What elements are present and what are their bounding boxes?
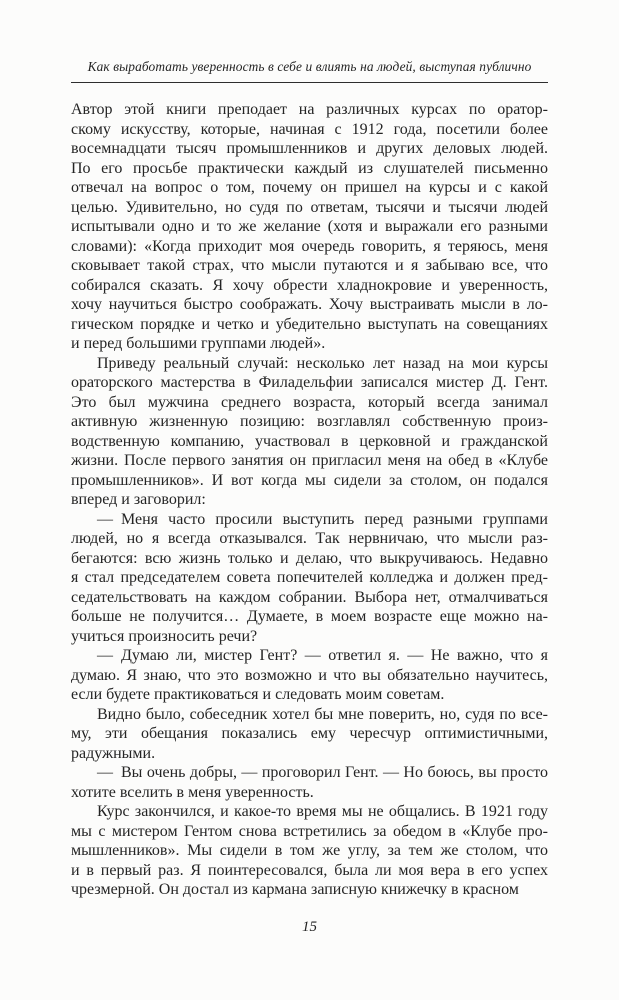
text-line: Видно было, собеседник хотел бы мне поверить, но, судя по все- — [97, 705, 548, 723]
text-line: учиться произносить речи? — [71, 627, 258, 645]
text-line: му, эти обещания показались ему чересчур оптимистичными, — [71, 725, 548, 742]
page-number: 15 — [302, 919, 317, 935]
text-line: целью. Удивительно, но судя по ответам, тысячи и тысячи людей — [71, 198, 548, 216]
paragraph — [71, 510, 548, 647]
text-line: хотите вселить в меня уверенность. — [71, 783, 314, 801]
text-line: я стал председателем совета попечителей колледжа и должен пред- — [71, 569, 548, 586]
text-line: Автор этой книги преподает на различных курсах по оратор- — [71, 101, 548, 118]
page-content — [71, 59, 548, 900]
text-line: и перед большими группами людей». — [71, 335, 326, 352]
text-line: — Думаю ли, мистер Гент? — ответил я. — Не важно, что я — [97, 647, 548, 664]
text-line: сковывает такой страх, что мысли путаются и я забываю все, что — [71, 257, 548, 274]
text-line: отвечал на вопрос о том, почему он пришел на курсы и с какой — [71, 179, 548, 196]
running-header-text: Как выработать уверенность в себе и влиять на людей, выступая публично — [87, 59, 532, 74]
text-line: скому искусству, которые, начиная с 1912 года, посетили более — [71, 120, 548, 138]
text-line: испытывали одно и то же желание (хотя и выражали его разными — [71, 218, 548, 235]
text-line: людей, но я всегда отказывался. Так нервничаю, что мысли раз- — [71, 530, 548, 547]
text-line: седательствовать на каждом собрании. Выбора нет, отмалчиваться — [71, 588, 548, 606]
text-line: Это был мужчина среднего возраста, который всегда занимал — [71, 393, 548, 411]
running-header — [71, 59, 548, 83]
text-line: Приведу реальный случай: несколько лет назад на мои курсы — [97, 354, 548, 372]
paragraph — [71, 646, 548, 705]
text-line: — Вы очень добры, — проговорил Гент. — Но боюсь, вы просто — [97, 764, 548, 781]
text-line: мы с мистером Гентом снова встретились за обедом в «Клубе про- — [71, 822, 548, 840]
text-line: больше не получится… Думаете, в моем возрасте еще можно на- — [71, 608, 548, 625]
text-line: вперед и заговорил: — [71, 491, 206, 508]
paragraph — [71, 705, 548, 764]
text-line: собирался сказать. Я хочу обрести хладнокровие и уверенность, — [71, 276, 548, 294]
text-line: — Меня часто просили выступить перед разными группами — [97, 510, 548, 528]
text-line: Курс закончился, и какое-то время мы не общались. В 1921 году — [97, 803, 548, 820]
text-line: бегаются: всю жизнь только и делаю, что выкручиваюсь. Недавно — [71, 549, 548, 567]
text-line: ораторского мастерства в Филадельфии записался мистер Д. Гент. — [71, 374, 548, 391]
text-line: словами): «Когда приходит моя очередь говорить, я теряюсь, меня — [71, 237, 548, 255]
text-line: хочу научиться быстро соображать. Хочу выстраивать мысли в ло- — [71, 296, 548, 313]
text-line: активную жизненную позицию: возглавлял собственную произ- — [71, 413, 548, 430]
paragraph — [71, 802, 548, 900]
text-line: гическом порядке и четко и убедительно выступать на совещаниях — [71, 315, 548, 333]
paragraph — [71, 100, 548, 354]
text-line: чрезмерной. Он достал из кармана записную книжечку в красном — [71, 881, 519, 898]
text-line: водственную компанию, участвовал в церковной и гражданской — [71, 432, 548, 450]
text-line: восемнадцати тысяч промышленников и других деловых людей. — [71, 140, 548, 157]
text-line: думаю. Я знаю, что это возможно и что вы обязательно научитесь, — [71, 666, 548, 684]
text-line: По его просьбе практически каждый из слушателей письменно — [71, 159, 548, 177]
text-line: мышленников». Мы сидели в том же углу, за тем же столом, что — [71, 842, 548, 859]
text-line: жизни. После первого занятия он пригласил меня на обед в «Клубе — [71, 452, 548, 469]
text-line: промышленников». И вот когда мы сидели за столом, он подался — [71, 471, 548, 489]
paragraph — [71, 354, 548, 510]
text-line: и в первый раз. Я поинтересовался, была ли моя вера в его успех — [71, 861, 548, 879]
text-line: если будете практиковаться и следовать моим советам. — [71, 686, 445, 703]
paragraph — [71, 763, 548, 802]
text-line: радужными. — [71, 744, 156, 762]
page-body — [71, 100, 548, 900]
